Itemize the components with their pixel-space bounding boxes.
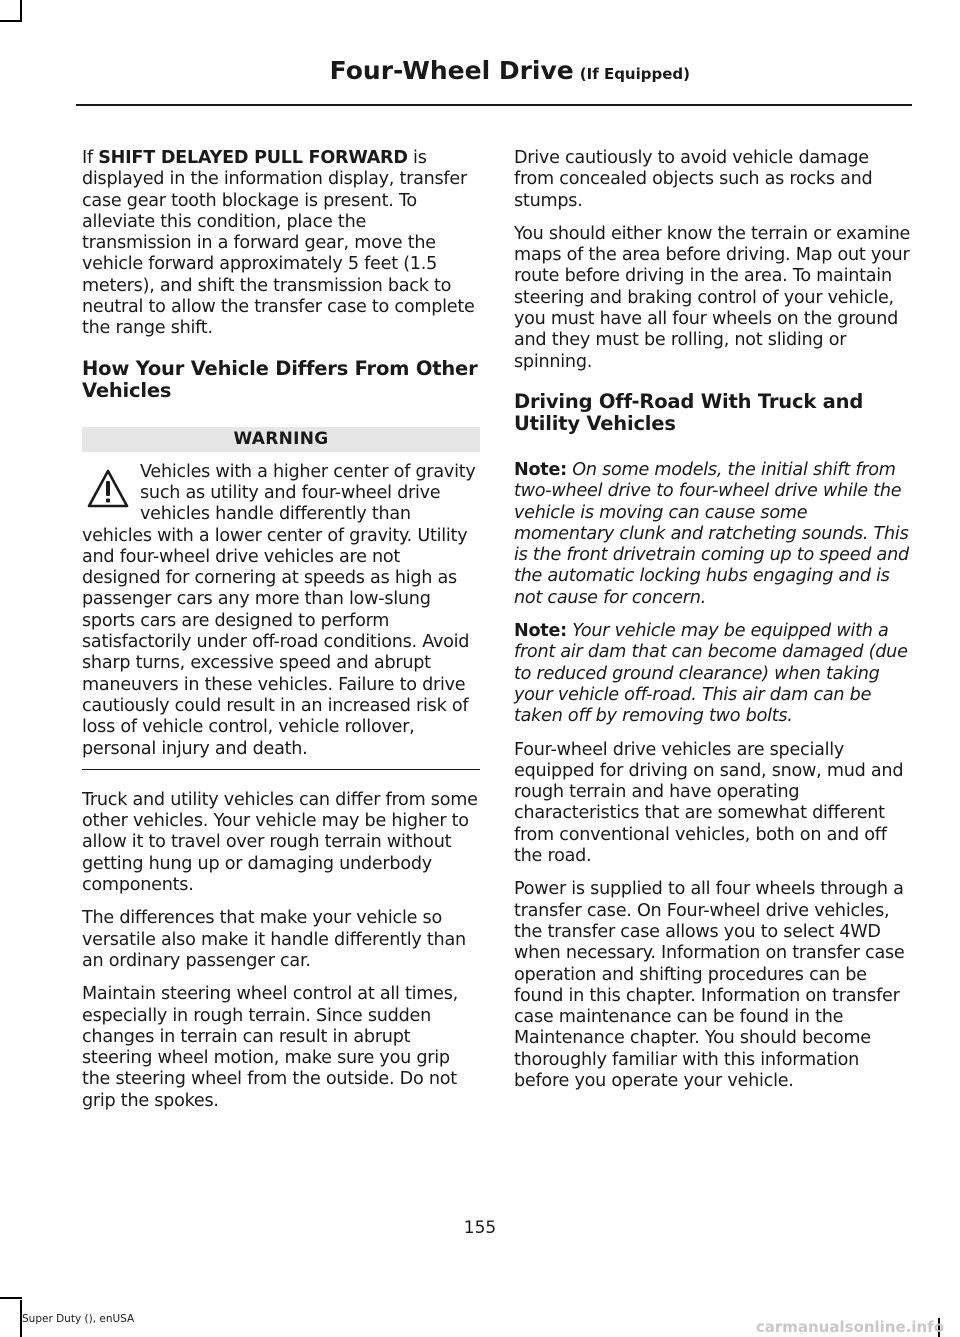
- header-rule: [76, 104, 912, 106]
- header-title: Four-Wheel Drive: [329, 56, 574, 85]
- crop-mark-bottom-left-h: [0, 1297, 22, 1299]
- watermark: carmanualsonline.info: [755, 1318, 944, 1336]
- crop-mark-top-left: [20, 0, 22, 22]
- note-air-dam: Note: Your vehicle may be equipped with a front air dam that can become damaged (due to reduced ground clearance) when taking your vehicle off-road. This air dam can be taken off by removing two bolts.: [514, 621, 908, 727]
- paragraph-steering: Maintain steering wheel control at all times, especially in rough terrain. Since sudden changes in terrain can result in abrupt steering wheel motion, make sure you grip the steering wheel from the outside. Do not grip the spokes.: [82, 984, 458, 1111]
- footer-text: Super Duty (), enUSA: [22, 1313, 135, 1325]
- left-column: [82, 148, 480, 1124]
- header-suffix: (If Equipped): [579, 65, 690, 83]
- paragraph-drive-cautiously: Drive cautiously to avoid vehicle damage from concealed objects such as rocks and stumps.: [514, 148, 873, 211]
- section-heading-off-road: Driving Off-Road With Truck and Utility Vehicles: [514, 389, 864, 435]
- paragraph-versatile: The differences that make your vehicle so versatile also make it handle differently than an ordinary passenger car.: [82, 908, 466, 971]
- warning-text: Vehicles with a higher center of gravity such as utility and four-wheel drive vehicles handle differently than vehicles with a lower center of gravity. Utility and four-wheel drive vehicles are not designed for cornering at speeds as high as passenger cars any more than low-slung sports cars are designed to perform satisfactorily under off-road conditions. Avoid sharp turns, excessive speed and abrupt maneuvers in these vehicles. Failure to drive cautiously could result in an increased risk of loss of vehicle control, vehicle rollover, personal injury and death.: [82, 461, 476, 759]
- paragraph-4wd-equipped: Four-wheel drive vehicles are specially equipped for driving on sand, snow, mud and rough terrain and have operating characteristics that are somewhat different from conventional vehicles, both on and off the road.: [514, 739, 904, 867]
- section-heading-differs: How Your Vehicle Differs From Other Vehicles: [82, 356, 478, 402]
- paragraph-transfer-case: Power is supplied to all four wheels through a transfer case. On Four-wheel drive vehicles, the transfer case allows you to select 4WD when necessary. Information on transfer case operation and shifting procedures can be found in this chapter. Information on transfer case maintenance can be found in the Maintenance chapter. You should become thoroughly familiar with this information before you operate your vehicle.: [514, 879, 905, 1091]
- paragraph-truck-differ: Truck and utility vehicles can differ from some other vehicles. Your vehicle may be higher to allow it to travel over rough terrain without getting hung up or damaging underbody components.: [82, 789, 478, 896]
- right-column: [514, 148, 912, 1104]
- page-number: 155: [463, 1218, 497, 1238]
- page-header: [330, 56, 690, 85]
- warning-box: [82, 462, 480, 760]
- paragraph-shift-delayed: If SHIFT DELAYED PULL FORWARD is displayed in the information display, transfer case gear tooth blockage is present. To alleviate this condition, place the transmission in a forward gear, move the vehicle forward approximately 5 feet (1.5 meters), and shift the transmission back to neutral to allow the transfer case to complete the range shift.: [82, 148, 475, 339]
- display-message: SHIFT DELAYED PULL FORWARD: [98, 148, 408, 168]
- paragraph-terrain-maps: You should either know the terrain or examine maps of the area before driving. Map out your route before driving in the area. To maintain steering and braking control of your vehicle, you must have all four wheels on the ground and they must be rolling, not sliding or spinning.: [514, 223, 911, 372]
- crop-mark-top-left-h: [0, 20, 22, 22]
- warning-label: WARNING: [82, 427, 480, 452]
- warning-divider: [82, 769, 480, 770]
- note-clunk: Note: On some models, the initial shift from two-wheel drive to four-wheel drive while the vehicle is moving can cause some momentary clunk and ratcheting sounds. This is the front drivetrain coming up to speed and the automatic locking hubs engaging and is not cause for concern.: [514, 459, 909, 608]
- warning-triangle-icon: [86, 468, 130, 510]
